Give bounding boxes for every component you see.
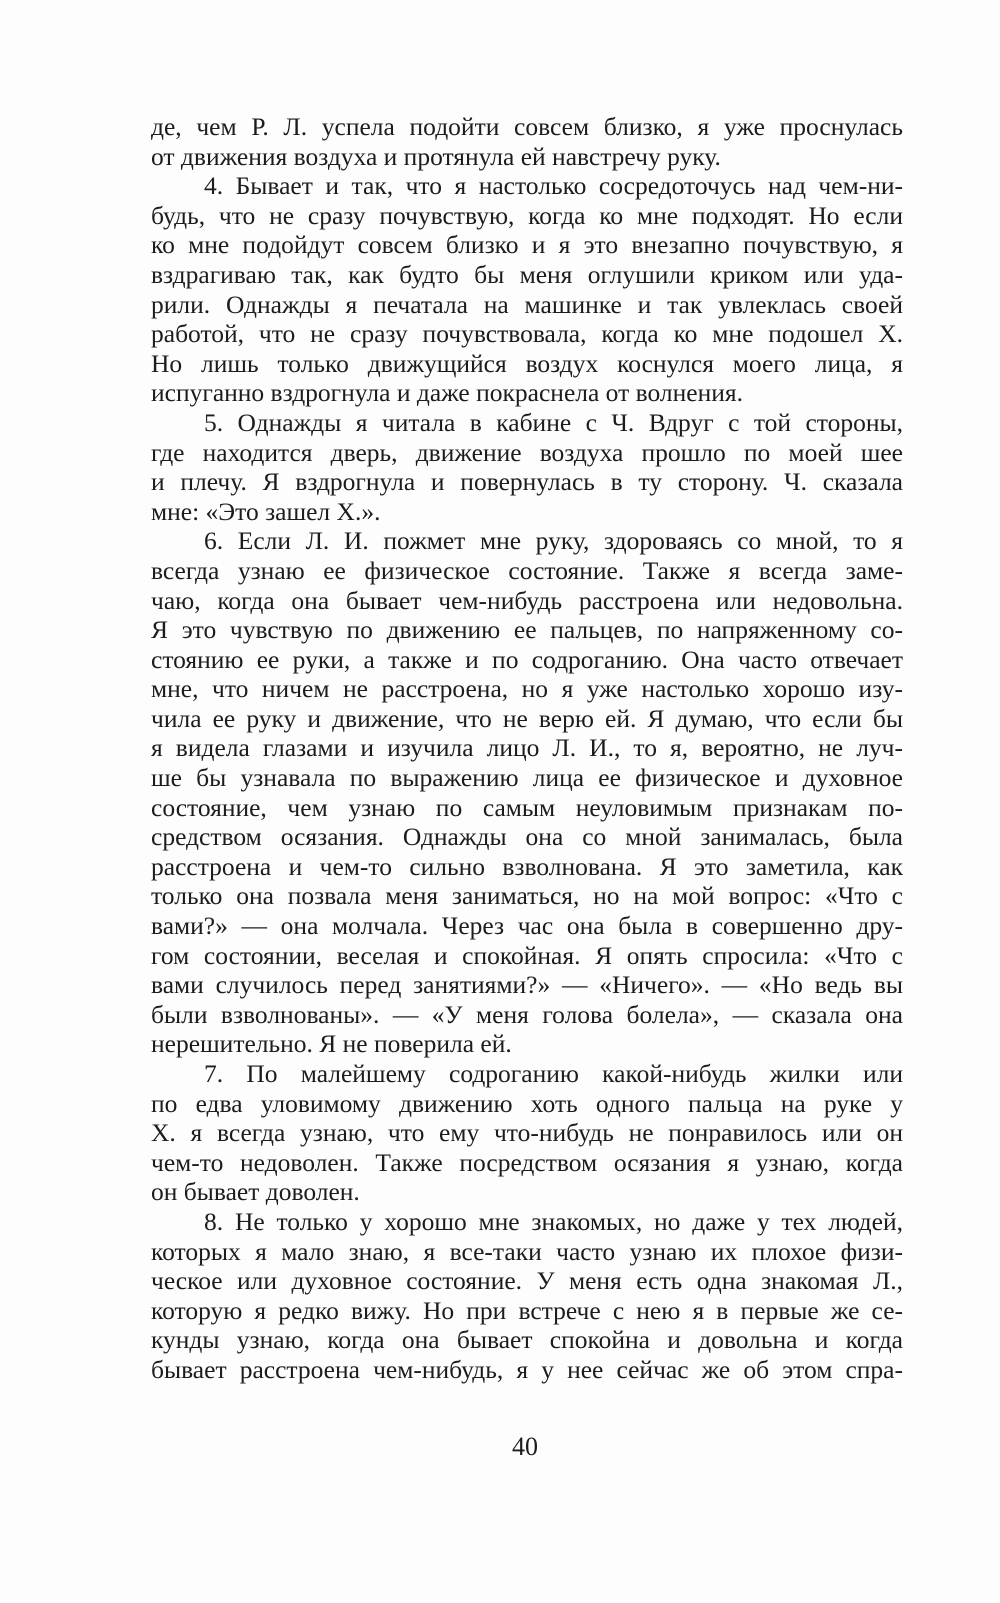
text-line: и плечу. Я вздрогнула и повернулась в ту сторону. Ч. сказала: [151, 467, 903, 497]
text-line: чем-то недоволен. Также посредством осязания я узнаю, когда: [151, 1147, 903, 1177]
text-line: де, чем Р. Л. успела подойти совсем близко, я уже проснулась: [151, 112, 903, 141]
text-line: всегда узнаю ее физическое состояние. Также я всегда заме-: [151, 555, 903, 585]
text-line: Но лишь только движущийся воздух коснулся моего лица, я: [151, 348, 903, 378]
text-line: вами случилось перед занятиями?» — «Ничего». — «Но ведь вы: [151, 970, 903, 1000]
text-line: Я это чувствую по движению ее пальцев, по напряженному со-: [151, 615, 903, 645]
text-line: мне: «Это зашел Х.».: [151, 496, 381, 526]
text-line: вздрагиваю так, как будто бы меня оглушили криком или уда-: [151, 259, 903, 289]
text-line: только она позвала меня заниматься, но на мой вопрос: «Что с: [151, 881, 903, 911]
text-line: гом состоянии, веселая и спокойная. Я опять спросила: «Что с: [151, 940, 903, 970]
text-line: которую я редко вижу. Но при встрече с нею я в первые же се-: [151, 1295, 903, 1325]
text-line: от движения воздуха и протянула ей навстречу руку.: [151, 141, 721, 171]
text-line: вами?» — она молчала. Через час она была в совершенно дру-: [151, 911, 903, 941]
text-line: 4. Бывает и так, что я настолько сосредоточусь над чем-ни-: [204, 171, 903, 201]
text-line: ческое или духовное состояние. У меня есть одна знакомая Л.,: [151, 1266, 903, 1296]
text-line: 5. Однажды я читала в кабине с Ч. Вдруг с той стороны,: [204, 407, 903, 437]
text-line: 7. По малейшему содроганию какой-нибудь жилки или: [204, 1059, 903, 1088]
text-line: чаю, когда она бывает чем-нибудь расстроена или недовольна.: [151, 585, 903, 615]
text-line: где находится дверь, движение воздуха прошло по моей шее: [151, 437, 903, 467]
text-line: по едва уловимому движению хоть одного пальца на руке у: [151, 1088, 903, 1118]
text-line: чила ее руку и движение, что не верю ей. Я думаю, что если бы: [151, 703, 903, 733]
text-line: Х. я всегда узнаю, что ему что-нибудь не понравилось или он: [151, 1118, 903, 1148]
text-line: мне, что ничем не расстроена, но я уже настолько хорошо изу-: [151, 674, 903, 704]
text-line: состояние, чем узнаю по самым неуловимым признакам по-: [151, 792, 903, 822]
text-line: он бывает доволен.: [151, 1177, 360, 1207]
text-line: ко мне подойдут совсем близко и я это внезапно почувствую, я: [151, 230, 903, 260]
text-line: стоянию ее руки, а также и по содроганию. Она часто отвечает: [151, 644, 903, 674]
text-line: были взволнованы». — «У меня голова болела», — сказала она: [151, 999, 903, 1029]
text-line: которых я мало знаю, я все-таки часто узнаю их плохое физи-: [151, 1236, 903, 1266]
text-line: я видела глазами и изучила лицо Л. И., то я, вероятно, не луч-: [151, 733, 903, 763]
body-text: [151, 112, 903, 1385]
text-line: бывает расстроена чем-нибудь, я у нее сейчас же об этом спра-: [151, 1354, 903, 1384]
text-line: испуганно вздрогнула и даже покраснела от волнения.: [151, 378, 743, 408]
text-line: будь, что не сразу почувствую, когда ко мне подходят. Но если: [151, 200, 903, 230]
text-line: расстроена и чем-то сильно взволнована. Я это заметила, как: [151, 851, 903, 881]
text-line: средством осязания. Однажды она со мной занималась, была: [151, 822, 903, 852]
text-line: рили. Однажды я печатала на машинке и так увлеклась своей: [151, 289, 903, 319]
text-line: ше бы узнавала по выражению лица ее физическое и духовное: [151, 763, 903, 793]
text-line: нерешительно. Я не поверила ей.: [151, 1029, 512, 1059]
page-number: 40: [512, 1432, 538, 1461]
text-line: кунды узнаю, когда она бывает спокойна и довольна и когда: [151, 1325, 903, 1355]
text-line: 8. Не только у хорошо мне знакомых, но даже у тех людей,: [204, 1206, 903, 1236]
text-line: работой, что не сразу почувствовала, когда ко мне подошел Х.: [151, 319, 903, 349]
text-line: 6. Если Л. И. пожмет мне руку, здороваясь со мной, то я: [204, 526, 903, 556]
